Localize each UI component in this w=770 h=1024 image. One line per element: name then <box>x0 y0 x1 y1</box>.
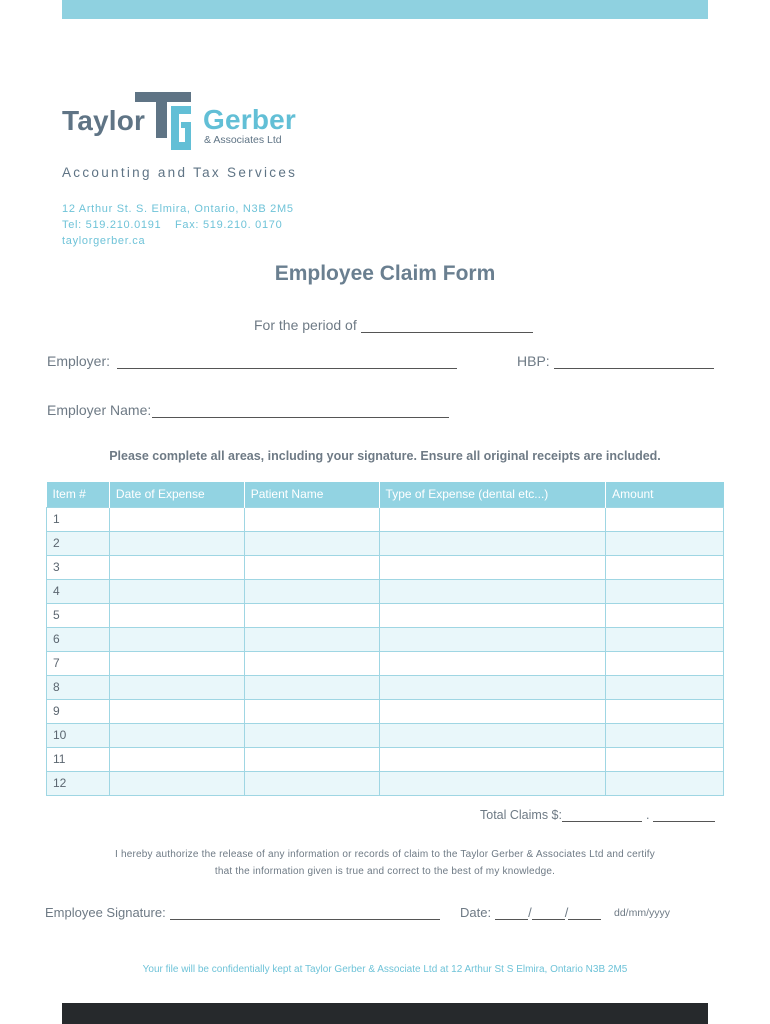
logo-name-left: Taylor <box>62 105 146 136</box>
cell-patient[interactable] <box>244 699 379 723</box>
employer-label: Employer: <box>47 353 111 369</box>
address-web[interactable]: taylorgerber.ca <box>62 235 146 247</box>
cell-patient[interactable] <box>244 651 379 675</box>
period-label: For the period of <box>254 317 357 333</box>
cell-patient[interactable] <box>244 627 379 651</box>
cell-amount[interactable] <box>606 699 724 723</box>
cell-item: 8 <box>47 675 110 699</box>
signature-label: Employee Signature: <box>45 905 166 920</box>
header-date: Date of Expense <box>109 482 244 507</box>
date-format-hint: dd/mm/yyyy <box>614 907 671 919</box>
table-row <box>47 555 724 579</box>
date-sep-1: / <box>528 905 532 920</box>
logo-subtitle: & Associates Ltd <box>204 134 282 146</box>
table-row <box>47 507 724 531</box>
cell-type[interactable] <box>379 771 606 795</box>
total-cents-line[interactable] <box>653 810 715 822</box>
cell-item: 6 <box>47 627 110 651</box>
instruction-text: Please complete all areas, including your signature. Ensure all original receipts are included. <box>109 449 661 463</box>
employer-name-input-line[interactable] <box>152 404 449 418</box>
form-title: Employee Claim Form <box>274 262 496 285</box>
cell-type[interactable] <box>379 579 606 603</box>
cell-type[interactable] <box>379 507 606 531</box>
cell-date[interactable] <box>109 771 244 795</box>
total-dollars-line[interactable] <box>562 810 642 822</box>
cell-amount[interactable] <box>606 675 724 699</box>
date-label: Date: <box>460 905 492 920</box>
employer-input-line[interactable] <box>117 355 457 369</box>
cell-date[interactable] <box>109 627 244 651</box>
logo-name-right: Gerber <box>203 104 297 135</box>
cell-date[interactable] <box>109 747 244 771</box>
table-row <box>47 771 724 795</box>
cell-date[interactable] <box>109 699 244 723</box>
table-header-row <box>47 482 724 507</box>
tg-monogram-icon <box>135 92 193 150</box>
cell-date[interactable] <box>109 579 244 603</box>
cell-date[interactable] <box>109 507 244 531</box>
header-patient: Patient Name <box>244 482 379 507</box>
cell-type[interactable] <box>379 603 606 627</box>
address-street: 12 Arthur St. S. Elmira, Ontario, N3B 2M5 <box>62 203 294 215</box>
employer-field[interactable] <box>47 353 457 369</box>
cell-item: 10 <box>47 723 110 747</box>
cell-type[interactable] <box>379 747 606 771</box>
claims-table <box>46 482 724 796</box>
table-row <box>47 723 724 747</box>
date-sep-2: / <box>564 905 569 920</box>
hbp-label: HBP: <box>517 353 550 369</box>
period-field[interactable] <box>254 317 533 333</box>
cell-date[interactable] <box>109 651 244 675</box>
cell-type[interactable] <box>379 555 606 579</box>
cell-patient[interactable] <box>244 603 379 627</box>
cell-item: 3 <box>47 555 110 579</box>
cell-patient[interactable] <box>244 555 379 579</box>
cell-amount[interactable] <box>606 555 724 579</box>
total-label: Total Claims $: <box>480 808 562 822</box>
cell-patient[interactable] <box>244 531 379 555</box>
cell-item: 1 <box>47 507 110 531</box>
cell-type[interactable] <box>379 699 606 723</box>
table-row <box>47 603 724 627</box>
cell-amount[interactable] <box>606 651 724 675</box>
address-fax: Fax: 519.210. 0170 <box>175 219 283 231</box>
table-row <box>47 579 724 603</box>
header-item: Item # <box>47 482 110 507</box>
cell-amount[interactable] <box>606 531 724 555</box>
cell-amount[interactable] <box>606 507 724 531</box>
hbp-input-line[interactable] <box>554 355 714 369</box>
cell-patient[interactable] <box>244 771 379 795</box>
cell-patient[interactable] <box>244 747 379 771</box>
authorization-line-2: that the information given is true and correct to the best of my knowledge. <box>214 866 556 877</box>
cell-amount[interactable] <box>606 723 724 747</box>
date-year-line[interactable] <box>568 907 601 920</box>
company-logo <box>62 92 302 154</box>
tagline: Accounting and Tax Services <box>62 165 298 180</box>
table-row <box>47 531 724 555</box>
cell-amount[interactable] <box>606 771 724 795</box>
cell-type[interactable] <box>379 531 606 555</box>
total-claims[interactable] <box>480 808 715 822</box>
authorization-line-1: I hereby authorize the release of any information or records of claim to the Taylor Gerber & Associates Ltd and certify <box>115 849 655 860</box>
cell-amount[interactable] <box>606 579 724 603</box>
cell-item: 12 <box>47 771 110 795</box>
cell-item: 11 <box>47 747 110 771</box>
cell-item: 9 <box>47 699 110 723</box>
header-type: Type of Expense (dental etc...) <box>379 482 606 507</box>
cell-patient[interactable] <box>244 723 379 747</box>
cell-date[interactable] <box>109 555 244 579</box>
cell-type[interactable] <box>379 627 606 651</box>
cell-item: 2 <box>47 531 110 555</box>
total-separator: . <box>645 808 650 822</box>
date-field[interactable] <box>460 905 601 920</box>
cell-date[interactable] <box>109 531 244 555</box>
cell-item: 7 <box>47 651 110 675</box>
employer-name-field[interactable] <box>47 402 449 418</box>
table-row <box>47 675 724 699</box>
cell-type[interactable] <box>379 675 606 699</box>
cell-date[interactable] <box>109 603 244 627</box>
signature-field[interactable] <box>45 905 440 920</box>
cell-amount[interactable] <box>606 603 724 627</box>
signature-input-line[interactable] <box>170 907 440 920</box>
date-month-line[interactable] <box>532 907 565 920</box>
period-input-line[interactable] <box>361 319 533 333</box>
table-row <box>47 699 724 723</box>
cell-date[interactable] <box>109 723 244 747</box>
hbp-field[interactable] <box>517 353 714 369</box>
address-tel: Tel: 519.210.0191 <box>62 219 162 231</box>
footer-note: Your file will be confidentially kept at Taylor Gerber & Associate Ltd at 12 Arthur St S Elmira, Ontario N3B 2M5 <box>142 964 628 975</box>
cell-amount[interactable] <box>606 747 724 771</box>
table-row <box>47 627 724 651</box>
table-row <box>47 651 724 675</box>
cell-type[interactable] <box>379 651 606 675</box>
cell-type[interactable] <box>379 723 606 747</box>
cell-patient[interactable] <box>244 675 379 699</box>
cell-item: 4 <box>47 579 110 603</box>
table-row <box>47 747 724 771</box>
cell-item: 5 <box>47 603 110 627</box>
cell-patient[interactable] <box>244 507 379 531</box>
cell-patient[interactable] <box>244 579 379 603</box>
employer-name-label: Employer Name: <box>47 402 152 418</box>
cell-date[interactable] <box>109 675 244 699</box>
top-accent-bar <box>62 0 708 19</box>
date-day-line[interactable] <box>495 907 528 920</box>
bottom-bar <box>62 1003 708 1024</box>
cell-amount[interactable] <box>606 627 724 651</box>
header-amount: Amount <box>606 482 724 507</box>
